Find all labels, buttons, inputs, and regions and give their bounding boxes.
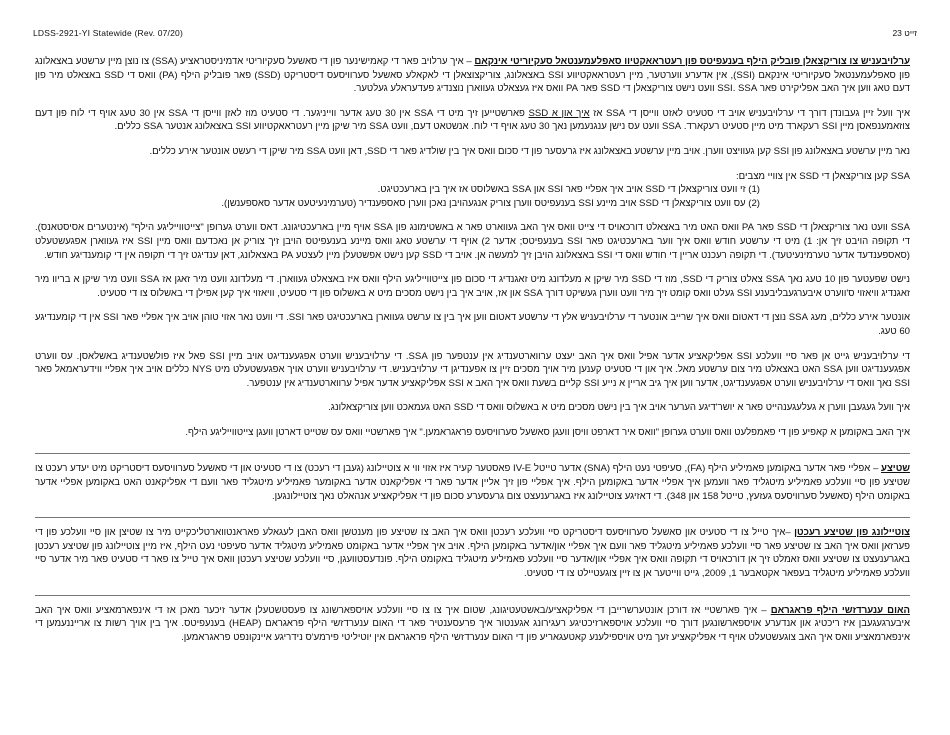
paragraph-text: פארשטייען זיך מיט די SSA אין 30 טעג אדער ווייניגער. די סטעיט מוז לאזן ווייסן די SSA אין 30 טעג אויף די לוח פון דעם צוזאמענפאסן מיין SSI רעקארד מיט מיין סטעיט רעקארד. SSA וועט עס נישן ענגנעמען נאך 30 טעג אויף די לוח. אנשטאט דעם, וועט SSA מיר שיקן מיין רעטראאקטיווע SSI באצאלונג אנטער SSA כללים. bbox=[35, 107, 910, 133]
paragraph-notice: נישט שפעטער פון 10 טעג נאך SSA צאלט צוריק די SSD, מוז די SSD מיר שיקן א מעלדונג מיט זאגנדיג די סכום פון צייטווייליגע הילף וואס איז באצאלט געווארן. די מעלדונג וועט מיר זאגן אז SSA וועט מיר שיקן א בריוו מיר זאגנדיג וויאזוי ס'ווערט איבערגעבליבענע SSI געלט וואס קומט זיך מיר וועט ווערן געשיקט דורך SSA און אז, אויב איך בין נישט מסכים מיט א באשלוס פון די סטעיט, וויאזוי איך קען אפילן די באשלוס צו די סטעיט. bbox=[35, 274, 911, 299]
section-support-rights bbox=[35, 526, 910, 580]
paragraph-text: – איך ערלויב פאר די קאמישינער פון די סאשעל סעקיוריטי אדמיניסטראציע (SSA) צו נוצן מיין ערשטע באצאלונג פון סאפלעמענטאל סעקיוריטי אינקאם (SSI), אין אדערע ווערטער, מיין רעטראאקטיווע SSI באצאלונג, צוריקצוצאלן די לאקאלע סאשעל סערוויסעס דיסטריקט (SSD) פאר פובליק הילף (PA) וואס די SSD באצאלט מיר פון דעם טאג ווען איך האב אפליקירט פאר SSI. SSA וועט נישט צוריקצאלן די SSD פאר PA וואס איז געצאלט געווארן נוצנדיג פעדעראלע געלטער. bbox=[34, 56, 910, 95]
paragraph-pamphlet: איך האב באקומען א קאפיע פון די פאמפלעט וואס ווערט גערופן "וואס איר דארפט וויסן וועגן סאשעל סערוויסעס פראגראמען." איך פארשטיי וואס עס שטייט דארטן וועגן צייטווייליגע הילף. bbox=[185, 426, 910, 438]
section-title: ערלויבעניש צו צוריקצאלן פובליק הילף בענעפיטס פון רעטראאקטיוו סאפלעמענטאל סעקיוריטי אינקאם bbox=[474, 56, 910, 67]
paragraph-support-rights bbox=[35, 526, 910, 580]
paragraph-ssi-reimbursement bbox=[35, 55, 910, 96]
paragraph-support bbox=[35, 462, 910, 503]
paragraph-text: – איך פארשטיי אז דורכן אונטערשרייבן די אפליקאציע/באשטעטיגונג, שטום איך צו צו סיי וועלכע אויספארשונג צו פעסטשטעלן אדער זיכער מאכן אז די אינפארמאציע וואס איך האב איבערגעגעבן איז ריכטיג און אנדערע אויספארשונגען דורך סיי וועלכע אויספארזיכטיגע רעגירונג אגענטור איך פרעסענטיר פאר די האום ענערדזשי הילף פראגראם (HEAP) בענעפיטס. איך בין אויך רשות צו ארייננעמען די אינפארמאציע וואס איך האב צוגעשטעלט אויף די אפליקאציע זעך מיט אויספילענע קאטעגאריע פון די האום ענערדזשי הילף פראגראם אין יוטיליטי פירמע'ס נידריגע איינקונפט פראגראמען. bbox=[35, 604, 910, 643]
section-title: צוטיילונג פון שטיצע רעכטן bbox=[794, 527, 910, 539]
section-title: שטיצע bbox=[881, 463, 911, 475]
paragraph-sixty-days: אונטער אירע כללים, מעג SSA נוצן די דאטום וואס איך שרייב אונטער די ערלויבעניש אלץ די ערשטע דאטום ווען איך בין צו ערשט געווארן בארעכטיגט פאר SSI. די וועט נאר אזוי טוהן אויב איך אפליי פאר SSI אין די קומענדיגע 60 טעג. bbox=[35, 312, 910, 337]
list-item: (2) עס וועט צוריקצאלן די SSD אויב מיינע SSI בענעפיטס ווערן צוריק אנגעהויבן נאכן ווערן סאספענדיר (טערמינעיטעט אדער סאספענשן). bbox=[221, 197, 760, 209]
section-title: האום ענערדזשי הילף פראגראם bbox=[770, 604, 911, 616]
underlined-phrase: איך און א SSD bbox=[528, 107, 590, 119]
section-divider bbox=[35, 595, 910, 596]
document-body bbox=[35, 55, 910, 650]
section-divider bbox=[35, 517, 910, 518]
section-divider bbox=[35, 453, 910, 454]
paragraph-text: איך וועל זיין געבונדן דורך די ערלויבעניש אויב די סטעיט לאזט ווייסן די SSA אז bbox=[589, 107, 910, 119]
paragraph-text: – אפליי פאר אדער באקומען פאמיליע הילף (FA), סעיפטי נעט הילף (SNA) אדער טייטל IV-E פאסטער קעיר איז אזוי ווי א צוטיילונג (געבן די רעכט) צו די סטעיט און די סאשעל סערוויסעס דיסטריקט מיט יעדע רעכט צו שטיצע פון סיי וועלכע פאמיליע מיטגליד פאר וועמען איך אפליי אדער באקומען הילף. איך אפליי פון זיך אליין אדער פאר די אפליקאנט אדער באקומער פאמיליע מיטגליד פאר וועם די אפליקאנט האט באקומען אפליי אדער באקומט הילף (סאשעל סערוויסעס געזעץ, טייטל 158 און 348). די דאזיגע צוטיילונג איז באגרענעצט צום גרעסערע סכום פון די אפליקאציע אנהאלט נאך צוטיילונגען. bbox=[35, 463, 910, 502]
section-support bbox=[35, 462, 910, 503]
form-id: LDSS-2921-YI Statewide (Rev. 07/20) bbox=[33, 28, 183, 38]
paragraph-authorization-scope: די ערלויבעניש גייט אן פאר סיי וועלכע SSI אפליקאציע אדער אפיל וואס איך האב יעצט ערווארטענדיג אין ענטפער פון SSA. די ערלויבעניש ווערט אפגעענדיגט אויב מיין SSI פאל איז פולשטענדיג באשלאסן. עס ווערט אפגעענדיגט ווען SSA האט באצאלט מיר צום ערשטע מאל. איך און די סטעיט קענען מיר אויך מסכים זיין צו אפענדיגן די ערלויבעניש. די ערלויבעניש ווערט אויך אפגעשטעלט מיט NYS כללים אויב איך אפליי ווידעראמאל פאר SSI נאך וואס די ערלויבעניש ווערט אפגעענדיגט, אדער ווען איך גיב אריין א נייע SSI קליים בשעת וואס איך האב א SSI אפליקאציע אדער אפיל ערווארטענדיג אין ענטפער. bbox=[35, 350, 911, 389]
conditions-list bbox=[35, 170, 910, 211]
section-heap bbox=[35, 604, 910, 645]
paragraph-binding bbox=[35, 107, 910, 134]
paragraph-fair-hearing: איך וועל געגעבן ווערן א געלעגענהייט פאר א יושר'דיגע הערער אויב איך בין נישט מסכים מיט א באשלוס וואס די SSD האט געמאכט ווען צוריקצאלונג. bbox=[328, 402, 910, 414]
list-item: (1) זי וועט צוריקצאלן די SSD אויב איך אפליי פאר SSI און SSA באשלוסט אז איך בין בארעכטיגט. bbox=[377, 184, 760, 196]
paragraph-interim-assistance: SSA וועט נאר צוריקצאלן די SSD פאר PA וואס האט מיר באצאלט דורכאויס די צייט וואס איך האב געווארט פאר א באשטימונג פון SSA אויף מיין בארעכטיגונג. דאס ווערט גערופן "צייטווייליגע הילף" (אינטערים אסיסטאנס). די תקופה הויבט זיך אן: 1) מיט די ערשטע חודש וואס איך ווער בארעכטיגט פאר SSI בענעפיטס; אדער 2) אויף די ערשטע טאג וואס מיינע בענעפיטס הויבן זיך צוריק אן נאכדעם וואס מיין SSI איז געווארן אפגעשטעלט (סאספענדעד אדער טערמינעיטעד). די תקופה רעכנט אריין די חודש וואס די SSI באצאלונג הויבן זיך למעשה אן. אויב די SSD קען נישט אפשטעלן מיין לעצטע PA באצאלונג, דאן ענדיגט זיך די תקופה אין די קומענדיגע חודש. bbox=[35, 222, 910, 261]
paragraph-text: –איך טייל צו די סטעיט און סאשעל סערוויסעס דיסטריקט סיי וועלכע רעכטן וואס איך האב צו שטיצע פון מענטשן וואס האבן לעגאלע פאראנטווארטליכקייט מיר צו שטיצן און סיי וועלכע פון די פערזאן וואס איך האב צו שטיצע פאר סיי וועלכע פאמיליע מיטגליד פאר וועם איך אפליי און/אדער באקומען הילף. אויב איך אפליי אדער באקומט פאמיליע מיטגליד אדער סעיפטי נעט הילף, איז מיין צוטיילונג פון שטיצע רעכטן באגרענעצט צו שטיצע וואס זאמלט זיך אן דורכאויס די תקופה וואס איך אפליי און/אדער סיי וועלכע פאמיליע מיטגליד באקומט הילף. פונדעסטוועגן, סיי וועלכע שטיצע רעכטן וואס איך טייל צו פאר די סטעיט פאר מיר אדער סיי וועלכע פאמיליע מיטגליד בעפאר אקטאבער 1, 2009, גייט ווייטער אן צו זיין צוגעטיילט צו די סטעיט. bbox=[35, 527, 910, 580]
paragraph-first-payment: נאר מיין ערשטע באצאלונג פון SSI קען געוויצט ווערן. אויב מיין ערשטע באצאלונג איז גרעסער פון די סכום וואס איך בין שולדיג פאר די SSD, דאן וועט SSA מיר שיקן די רעשט אונטער אירע כללים. bbox=[149, 145, 910, 157]
page-number: זייט 23 bbox=[892, 28, 917, 38]
list-intro: SSA קען צוריקצאלן די SSD אין צוויי מצבים: bbox=[735, 170, 910, 182]
paragraph-heap bbox=[35, 604, 910, 645]
